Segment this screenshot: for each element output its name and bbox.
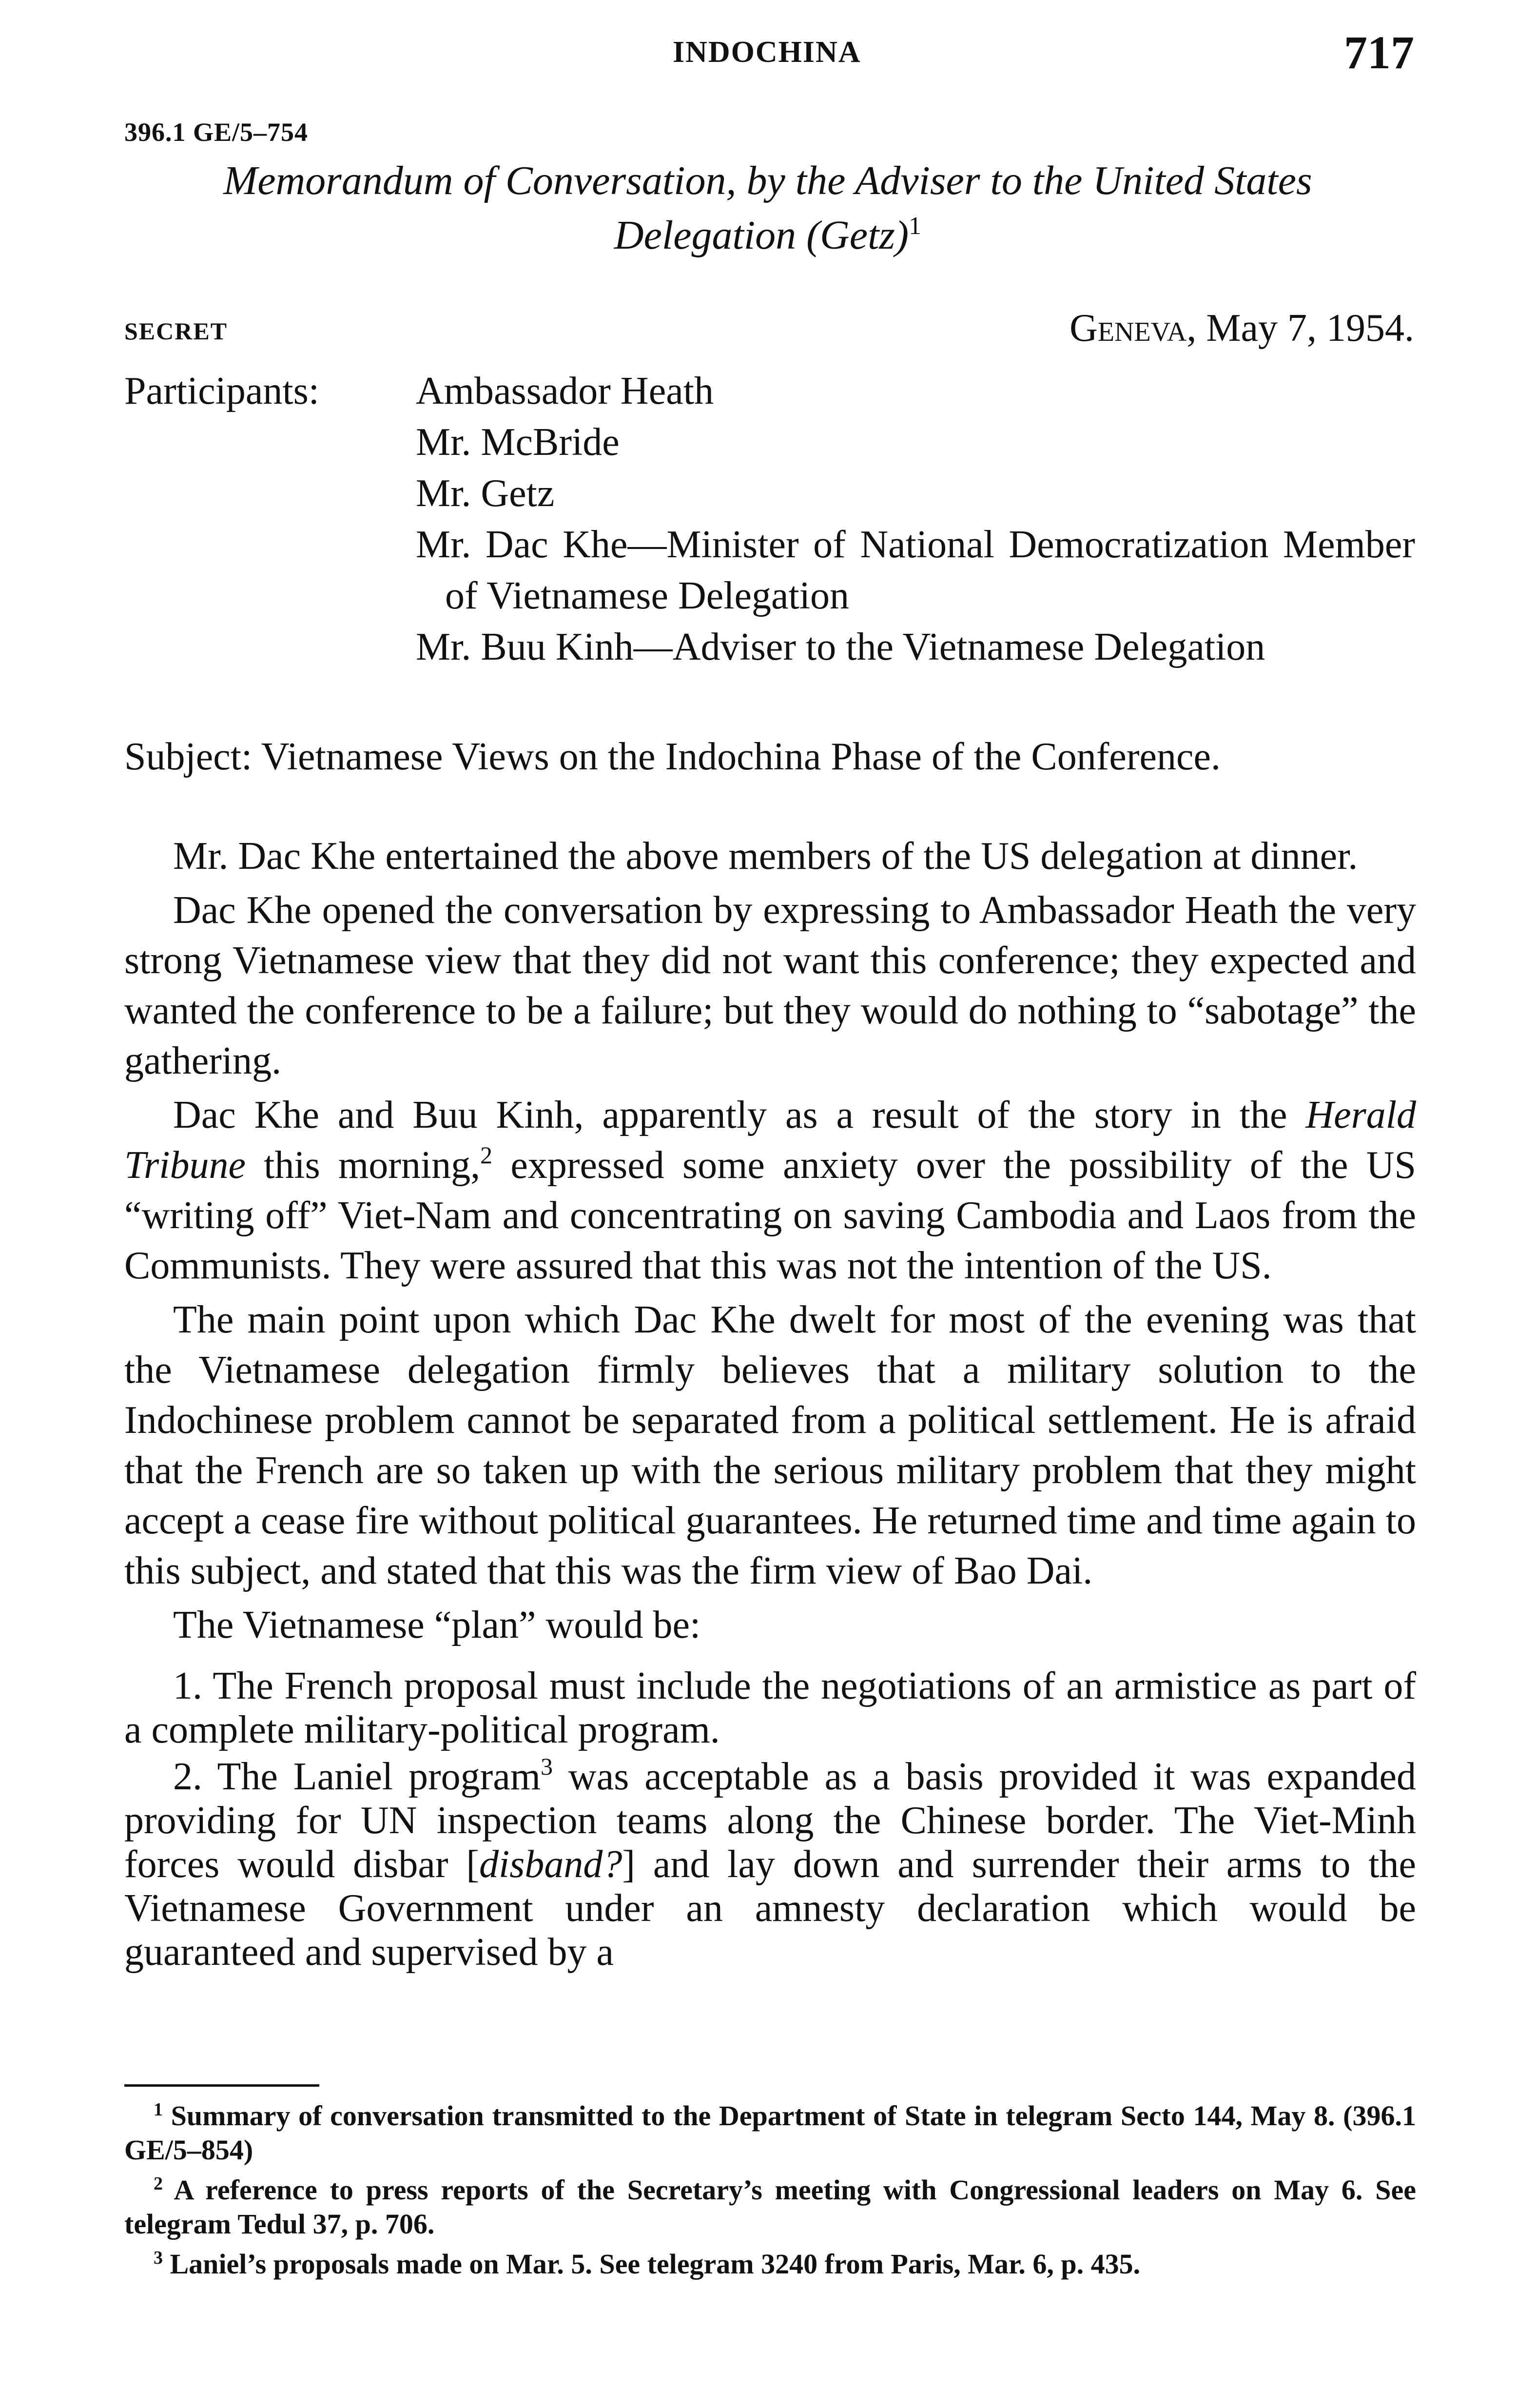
document-title-line-2 bbox=[122, 208, 1414, 263]
footnote bbox=[124, 2099, 1416, 2167]
subject-line bbox=[124, 731, 1416, 783]
place: Geneva bbox=[1069, 307, 1187, 350]
document-title-line-1: Memorandum of Conversation, by the Adviser to the United States bbox=[223, 158, 1312, 203]
plan-item bbox=[124, 1755, 1416, 1974]
body-paragraph: The main point upon which Dac Khe dwelt for most of the evening was that the Vietnamese delegation firmly believes that a military solution to the Indochinese problem cannot be separated from a political settlement. He is afraid that the French are so taken up with the serious military problem that they might accept a cease fire without political guarantees. He returned time and time again to this subject, and stated that this was the firm view of Bao Dai. bbox=[124, 1298, 1416, 1592]
text-run: expressed some anxiety over the possibility of the US “writing off” Viet-Nam and concentrating on saving Cambodia and Laos from the Communists. They were assured that this was not the intention of the US. bbox=[124, 1144, 1416, 1287]
text-run: ] and lay down and surrender their arms to the Vietnamese Government under an amnesty declaration which would be guaranteed and supervised by a bbox=[124, 1843, 1416, 1974]
footnote-mark: 2 bbox=[154, 2173, 163, 2194]
footnote-ref-2: 2 bbox=[480, 1141, 493, 1169]
body-paragraph: Mr. Dac Khe entertained the above members of the US delegation at dinner. bbox=[173, 835, 1358, 878]
footnote-text: Laniel’s proposals made on Mar. 5. See telegram 3240 from Paris, Mar. 6, p. 435. bbox=[170, 2248, 1141, 2280]
footnotes bbox=[124, 2099, 1416, 2287]
file-number: 396.1 GE/5–754 bbox=[124, 117, 309, 147]
body-paragraph: Dac Khe opened the conversation by expressing to Ambassador Heath the very strong Vietnamese view that they did not want this conference; they expected and wanted the conference to be a failure; but they would do nothing to “sabotage” the gathering. bbox=[124, 889, 1416, 1082]
classification-label: SECRET bbox=[124, 317, 228, 345]
text-run: was acceptable as a basis provided it was expanded providing for UN inspection teams along the Chinese border. The Viet-Minh forces would disbar [ bbox=[124, 1755, 1417, 1886]
document-title bbox=[122, 154, 1414, 263]
body-paragraph: The Vietnamese “plan” would be: bbox=[173, 1604, 701, 1646]
running-title: INDOCHINA bbox=[673, 36, 861, 69]
text-run: this morning, bbox=[245, 1144, 481, 1187]
newspaper-title: Herald Tribune bbox=[124, 1094, 1416, 1187]
participant: Ambassador Heath bbox=[416, 370, 714, 412]
page-number: 717 bbox=[1344, 26, 1414, 78]
footnote-divider bbox=[124, 2084, 319, 2087]
place-date bbox=[1069, 306, 1414, 351]
footnote-text: Summary of conversation transmitted to the Department of State in telegram Secto 144, May 8. (396.1 GE/5–854) bbox=[124, 2100, 1416, 2166]
body-paragraph bbox=[124, 1090, 1416, 1291]
subject-label: Subject: bbox=[124, 735, 253, 778]
memo-body bbox=[124, 831, 1416, 1977]
date: , May 7, 1954. bbox=[1186, 307, 1414, 350]
editorial-insertion: disband? bbox=[479, 1843, 622, 1886]
footnote bbox=[124, 2173, 1416, 2241]
footnote-text: A reference to press reports of the Secretary’s meeting with Congressional leaders on May 6. See telegram Tedul 37, p. 706. bbox=[124, 2174, 1416, 2240]
participant: Mr. Dac Khe—Minister of National Democratization Member of Vietnamese Delegation bbox=[416, 523, 1415, 617]
participant: Mr. Buu Kinh—Adviser to the Vietnamese Delegation bbox=[416, 626, 1265, 668]
footnote-ref-1: 1 bbox=[909, 212, 922, 240]
footnote-mark: 1 bbox=[154, 2099, 163, 2120]
plan-list bbox=[124, 1664, 1416, 1974]
footnote-mark: 3 bbox=[154, 2248, 163, 2268]
text-run: Dac Khe and Buu Kinh, apparently as a result of the story in the bbox=[173, 1094, 1306, 1136]
footnote bbox=[124, 2247, 1416, 2281]
participant: Mr. McBride bbox=[416, 421, 620, 464]
document-title-line-2-text: Delegation (Getz) bbox=[614, 213, 909, 258]
text-run: 2. The Laniel program bbox=[173, 1755, 541, 1798]
subject-text: Vietnamese Views on the Indochina Phase of the Conference. bbox=[261, 735, 1221, 778]
participants-list bbox=[416, 366, 1415, 673]
participant: Mr. Getz bbox=[416, 472, 555, 515]
footnote-ref-3: 3 bbox=[541, 1753, 553, 1780]
plan-item: 1. The French proposal must include the negotiations of an armistice as part of a complete military-political program. bbox=[124, 1664, 1416, 1751]
running-head bbox=[0, 25, 1536, 89]
participants-label: Participants: bbox=[124, 370, 319, 412]
